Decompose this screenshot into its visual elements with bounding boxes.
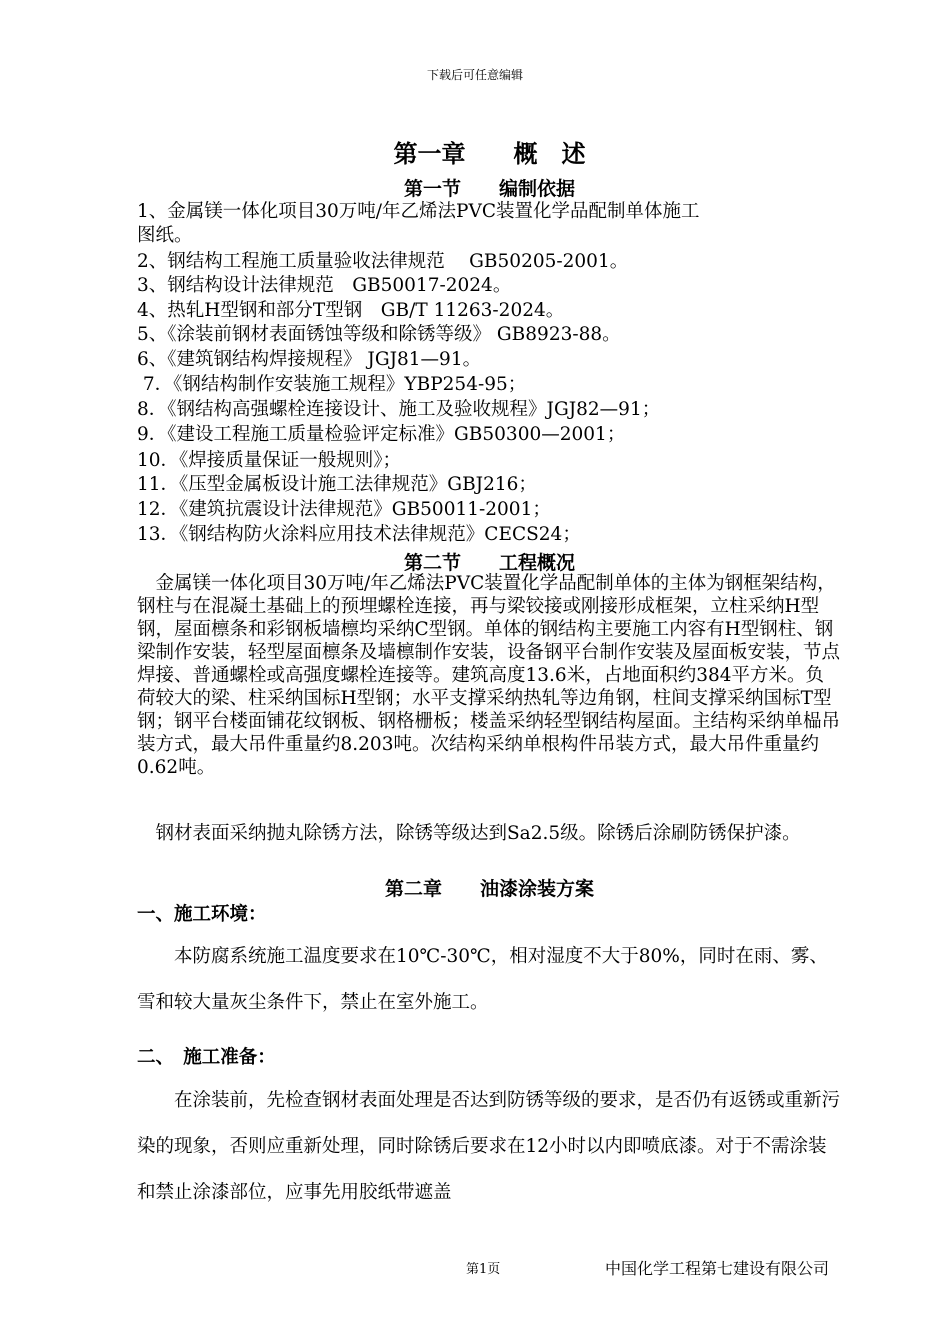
basis-item: 11．《压型金属板设计施工法律规范》GBJ216； bbox=[137, 474, 537, 495]
basis-item: 5、《涂装前钢材表面锈蚀等级和除锈等级》 GB8923-88。 bbox=[137, 324, 621, 345]
overview-paragraph-2: 钢材表面采纳抛丸除锈方法，除锈等级达到Sa2.5级。除锈后涂刷防锈保护漆。 bbox=[137, 823, 801, 844]
section1-title: 第一节 编制依据 bbox=[403, 178, 575, 200]
basis-item: 9．《建设工程施工质量检验评定标准》GB50300—2001； bbox=[137, 424, 626, 445]
overview-paragraph-1: 金属镁一体化项目30万吨/年乙烯法PVC装置化学品配制单体的主体为钢框架结构，钢柱与在混凝土基础上的预埋螺栓连接，再与梁铰接或刚接形成框架，立柱采纳H型钢，屋面檩条和彩钢板墙檩均采纳C型钢。单体的钢结构主要施工内容有H型钢柱、钢梁制作安装，轻型屋面檩条及墙檩制作安装，设备钢平台制作安装及屋面板安装，节点焊接、普通螺栓或高强度螺栓连接等。建筑高度13.6米，占地面积约384平方米。负荷较大的梁、柱采纳国标H型钢；水平支撑采纳热轧等边角钢，柱间支撑采纳国标T型钢；钢平台楼面铺花纹钢板、钢格栅板；楼盖采纳轻型钢结构屋面。主结构采纳单榀吊装方式，最大吊件重量约8.203吨。次结构采纳单根构件吊装方式，最大吊件重量约0.62吨。 bbox=[137, 573, 841, 778]
basis-item: 1、金属镁一体化项目30万吨/年乙烯法PVC装置化学品配制单体施工 bbox=[137, 201, 700, 222]
chapter2-title: 第二章 油漆涂装方案 bbox=[384, 878, 594, 900]
footer-company: 中国化学工程第七建设有限公司 bbox=[605, 1259, 830, 1278]
chapter1-title: 第一章 概 述 bbox=[393, 139, 586, 168]
preparation-text: 在涂装前，先检查钢材表面处理是否达到防锈等级的要求，是否仍有返锈或重新污染的现象，否则应重新处理，同时除锈后要求在12小时以内即喷底漆。对于不需涂装和禁止涂漆部位，应事先用胶纸带遮盖 bbox=[137, 1090, 841, 1203]
basis-item: 7．《钢结构制作安装施工规程》YBP254-95； bbox=[137, 374, 527, 395]
footer-page-number: 第1页 bbox=[466, 1262, 501, 1277]
basis-item: 图纸。 bbox=[137, 225, 193, 246]
basis-item: 8．《钢结构高强螺栓连接设计、施工及验收规程》JGJ82—91； bbox=[137, 399, 661, 420]
basis-item: 3、钢结构设计法律规范 GB50017-2024。 bbox=[137, 275, 512, 296]
environment-heading: 一、施工环境： bbox=[137, 904, 267, 925]
header-note: 下载后可任意编辑 bbox=[426, 68, 523, 82]
basis-item: 6、《建筑钢结构焊接规程》 JGJ81—91。 bbox=[137, 349, 482, 370]
basis-item: 12．《建筑抗震设计法律规范》GB50011-2001； bbox=[137, 499, 551, 520]
basis-item: 10．《焊接质量保证一般规则》； bbox=[137, 450, 402, 471]
basis-item: 2、钢结构工程施工质量验收法律规范 GB50205-2001。 bbox=[137, 251, 629, 272]
basis-item: 4、热轧H型钢和部分T型钢 GB/T 11263-2024。 bbox=[137, 300, 565, 321]
environment-text: 本防腐系统施工温度要求在10℃-30℃，相对湿度不大于80%，同时在雨、雾、雪和较大量灰尘条件下，禁止在室外施工。 bbox=[137, 946, 828, 1013]
basis-item: 13．《钢结构防火涂料应用技术法律规范》CECS24； bbox=[137, 524, 581, 545]
preparation-heading: 二、 施工准备： bbox=[137, 1047, 276, 1068]
section2-title: 第二节 工程概况 bbox=[403, 552, 575, 574]
